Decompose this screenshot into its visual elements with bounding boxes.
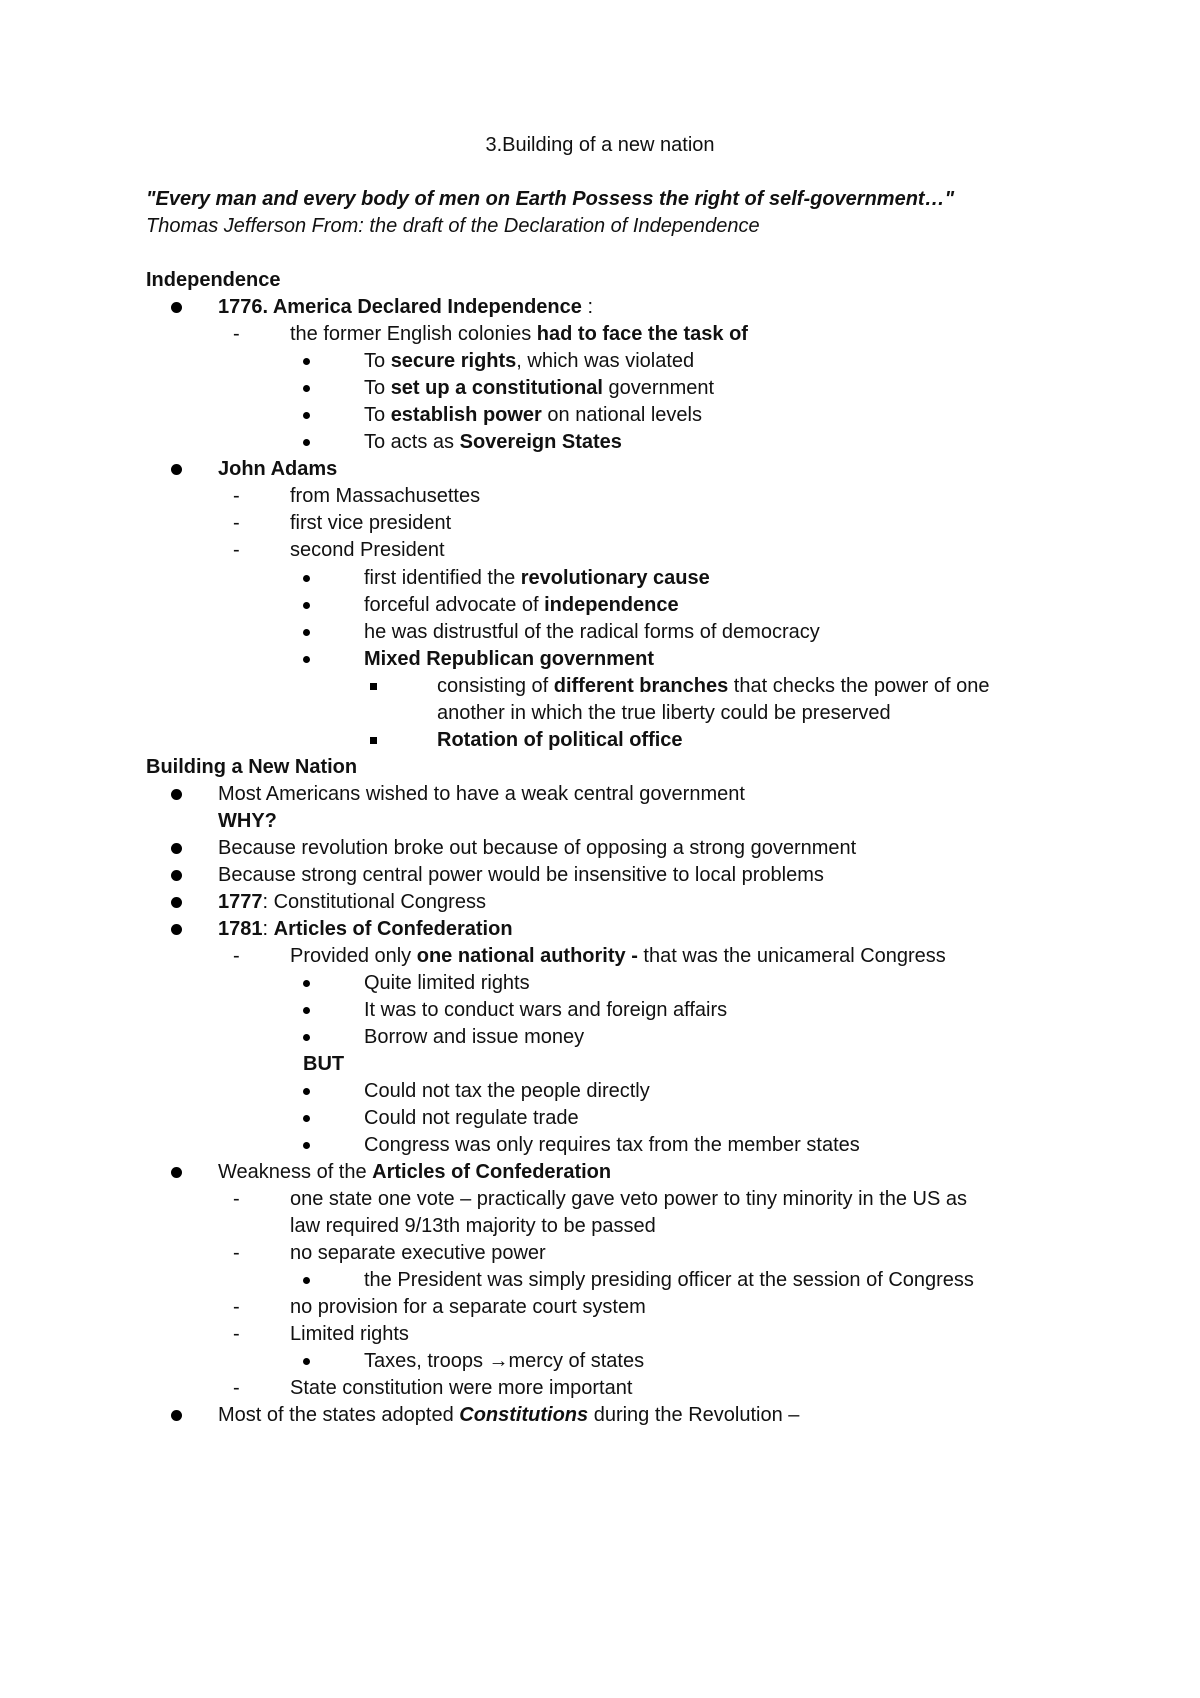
line-text	[218, 917, 513, 941]
dot-bullet-icon	[303, 602, 310, 609]
text-run: Weakness of the	[218, 1161, 373, 1183]
text-run: Sovereign States	[459, 431, 622, 453]
line-text	[290, 1187, 967, 1211]
line-text	[364, 971, 530, 995]
text-run: secure rights	[390, 350, 517, 372]
text-run: that was the unicameral Congress	[637, 945, 946, 967]
line-text	[364, 1079, 650, 1103]
text-run: Articles of Confederation	[372, 1161, 612, 1183]
text-run: Most of the states adopted	[218, 1404, 460, 1426]
line-text	[437, 701, 891, 725]
line-text	[364, 376, 714, 400]
dot-bullet-icon	[303, 575, 310, 582]
text-run: first vice president	[290, 512, 452, 534]
line-text	[364, 430, 622, 454]
dash-bullet-icon: -	[233, 539, 240, 561]
square-bullet-icon	[370, 737, 377, 744]
text-run: Taxes, troops →mercy of states	[364, 1350, 645, 1372]
text-run: law required 9/13th majority to be passed	[290, 1215, 656, 1237]
text-run: :	[262, 918, 274, 940]
dash-bullet-icon: -	[233, 1377, 240, 1399]
line-text	[218, 1160, 611, 1184]
line-text	[218, 295, 593, 319]
line-text	[218, 782, 745, 806]
dot-bullet-icon	[303, 385, 310, 392]
line-text	[218, 809, 277, 833]
dash-bullet-icon: -	[233, 945, 240, 967]
line-text	[218, 890, 486, 914]
page-title	[0, 133, 1200, 157]
text-run: State constitution were more important	[290, 1377, 633, 1399]
disc-bullet-icon	[171, 870, 182, 881]
text-run: Because strong central power would be insensitive to local problems	[218, 864, 824, 886]
text-run: set up a constitutional	[390, 377, 603, 399]
text-run: one state one vote – practically gave veto power to tiny minority in the US as	[290, 1188, 968, 1210]
line-text	[364, 403, 702, 427]
text-run: no provision for a separate court system	[290, 1296, 646, 1318]
line-text	[218, 1403, 799, 1427]
text-run: :	[587, 296, 593, 318]
text-run: It was to conduct wars and foreign affairs	[364, 999, 728, 1021]
text-run: revolutionary cause	[520, 567, 710, 589]
text-run: one national authority -	[416, 945, 638, 967]
text-run: WHY?	[218, 810, 277, 832]
text-run: the former English colonies	[290, 323, 537, 345]
dash-bullet-icon: -	[233, 1188, 240, 1210]
text-run: forceful advocate of	[364, 594, 545, 616]
text-run: had to face the task of	[536, 323, 748, 345]
text-run: To	[364, 404, 391, 426]
text-run: BUT	[303, 1053, 345, 1075]
dot-bullet-icon	[303, 358, 310, 365]
text-run: he was distrustful of the radical forms of democracy	[364, 621, 820, 643]
text-run: on national levels	[541, 404, 702, 426]
line-text	[290, 1376, 632, 1400]
text-run: To acts as	[364, 431, 460, 453]
text-run: Building a New Nation	[146, 756, 358, 778]
dash-bullet-icon: -	[233, 512, 240, 534]
text-run: Rotation of political office	[437, 729, 683, 751]
line-text	[218, 863, 824, 887]
dot-bullet-icon	[303, 1277, 310, 1284]
dash-bullet-icon: -	[233, 1296, 240, 1318]
dot-bullet-icon	[303, 1358, 310, 1365]
disc-bullet-icon	[171, 843, 182, 854]
disc-bullet-icon	[171, 924, 182, 935]
line-text	[218, 457, 337, 481]
disc-bullet-icon	[171, 897, 182, 908]
text-run: Limited rights	[290, 1323, 409, 1345]
text-run: Provided only	[290, 945, 417, 967]
text-run: To	[364, 377, 391, 399]
text-run: Most Americans wished to have a weak central government	[218, 783, 745, 805]
text-run: from Massachusettes	[290, 485, 481, 507]
dot-bullet-icon	[303, 439, 310, 446]
text-run: first identified the	[364, 567, 521, 589]
text-run: that checks the power of one	[728, 675, 990, 697]
line-text	[485, 134, 714, 156]
text-run: Could not tax the people directly	[364, 1080, 650, 1102]
text-run: Because revolution broke out because of opposing a strong government	[218, 837, 857, 859]
line-text	[364, 620, 820, 644]
dot-bullet-icon	[303, 1034, 310, 1041]
line-text	[364, 1106, 579, 1130]
dash-bullet-icon: -	[233, 485, 240, 507]
dot-bullet-icon	[303, 1088, 310, 1095]
dash-bullet-icon: -	[233, 1242, 240, 1264]
line-text	[364, 1349, 644, 1373]
line-text	[290, 511, 451, 535]
text-run: John Adams	[218, 458, 338, 480]
disc-bullet-icon	[171, 789, 182, 800]
text-run: Mixed Republican government	[364, 648, 655, 670]
text-run: another in which the true liberty could be preserved	[437, 702, 891, 724]
text-run: 1776. America Declared Independence	[218, 296, 588, 318]
line-text	[146, 214, 760, 238]
line-text	[303, 1052, 344, 1076]
line-text	[290, 538, 445, 562]
line-text	[146, 268, 280, 292]
line-text	[364, 593, 679, 617]
text-run: , which was violated	[516, 350, 695, 372]
text-run: Could not regulate trade	[364, 1107, 579, 1129]
text-run: independence	[544, 594, 679, 616]
dot-bullet-icon	[303, 1142, 310, 1149]
line-text	[218, 836, 856, 860]
dash-bullet-icon: -	[233, 1323, 240, 1345]
text-run: no separate executive power	[290, 1242, 546, 1264]
dot-bullet-icon	[303, 1115, 310, 1122]
text-run: second President	[290, 539, 445, 561]
text-run: Borrow and issue money	[364, 1026, 585, 1048]
disc-bullet-icon	[171, 1410, 182, 1421]
dot-bullet-icon	[303, 1007, 310, 1014]
line-text	[290, 1241, 546, 1265]
text-run: during the Revolution –	[588, 1404, 800, 1426]
text-run: 3.Building of a new nation	[485, 134, 715, 156]
dash-bullet-icon: -	[233, 323, 240, 345]
text-run: Constitutions	[459, 1404, 589, 1426]
text-run: : Constitutional Congress	[262, 891, 486, 913]
line-text	[364, 349, 694, 373]
line-text	[364, 1025, 584, 1049]
text-run: Thomas Jefferson From: the draft of the Declaration of Independence	[146, 215, 760, 237]
dot-bullet-icon	[303, 980, 310, 987]
text-run: the President was simply presiding officer at the session of Congress	[364, 1269, 974, 1291]
text-run: 1781	[218, 918, 263, 940]
text-run: To	[364, 350, 391, 372]
line-text	[437, 674, 990, 698]
line-text	[146, 755, 357, 779]
line-text	[290, 1322, 409, 1346]
line-text	[364, 566, 710, 590]
text-run: establish power	[390, 404, 542, 426]
disc-bullet-icon	[171, 302, 182, 313]
line-text	[290, 944, 946, 968]
dot-bullet-icon	[303, 629, 310, 636]
dot-bullet-icon	[303, 656, 310, 663]
text-run: Quite limited rights	[364, 972, 530, 994]
line-text	[290, 484, 480, 508]
disc-bullet-icon	[171, 464, 182, 475]
dot-bullet-icon	[303, 412, 310, 419]
text-run: Independence	[146, 269, 281, 291]
square-bullet-icon	[370, 683, 377, 690]
text-run: government	[602, 377, 715, 399]
text-run: Articles of Confederation	[273, 918, 513, 940]
disc-bullet-icon	[171, 1167, 182, 1178]
text-run: "Every man and every body of men on Earth Possess the right of self-government…"	[146, 188, 955, 210]
line-text	[146, 187, 954, 211]
line-text	[290, 322, 748, 346]
line-text	[437, 728, 683, 752]
line-text	[290, 1214, 656, 1238]
line-text	[290, 1295, 646, 1319]
line-text	[364, 1133, 860, 1157]
text-run: 1777	[218, 891, 263, 913]
line-text	[364, 998, 727, 1022]
text-run: consisting of	[437, 675, 554, 697]
line-text	[364, 647, 654, 671]
text-run: Congress was only requires tax from the member states	[364, 1134, 860, 1156]
text-run: different branches	[553, 675, 729, 697]
line-text	[364, 1268, 974, 1292]
